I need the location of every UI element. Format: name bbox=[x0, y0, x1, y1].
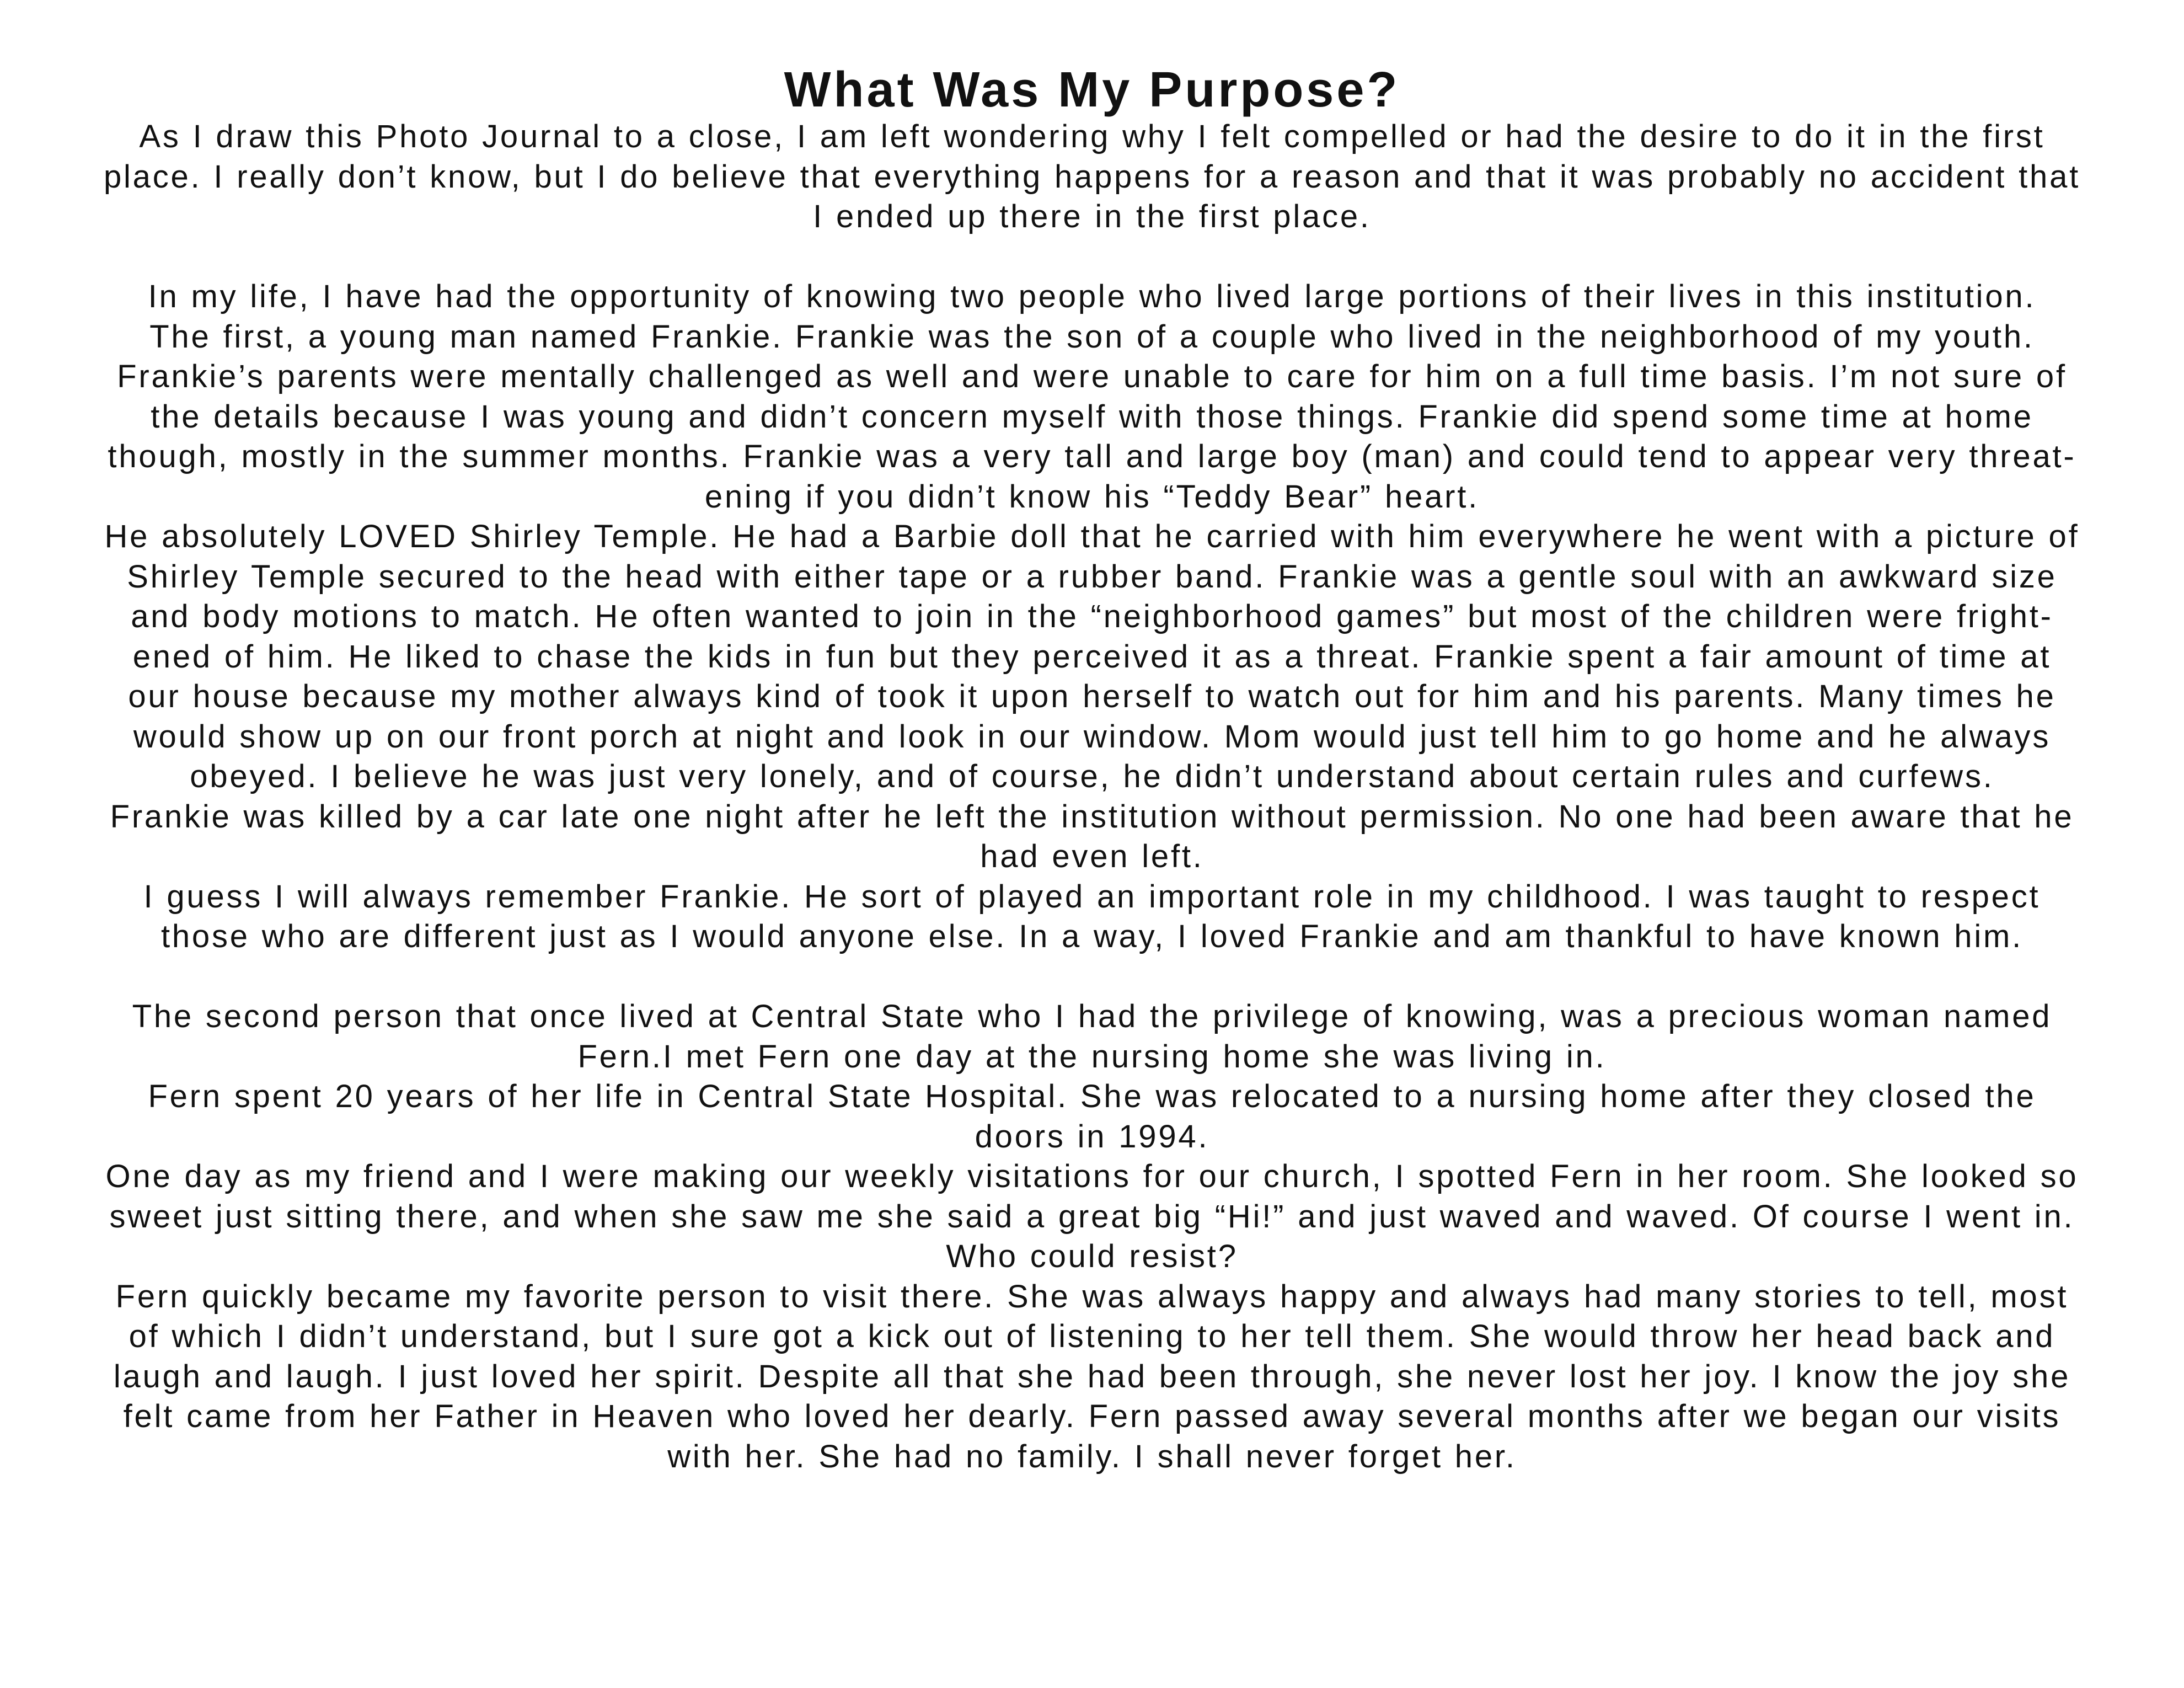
text-line: In my life, I have had the opportunity of knowing two people who lived large portions of their lives in this institution. bbox=[148, 279, 2036, 314]
body-text bbox=[0, 117, 2184, 1477]
text-line: Fern quickly became my favorite person to visit there. She was always happy and always had many stories to tell, most bbox=[115, 1278, 2069, 1315]
text-line: had even left. bbox=[980, 838, 1204, 874]
text-line: Fern.I met Fern one day at the nursing home she was living in. bbox=[577, 1038, 1607, 1075]
text-line: He absolutely LOVED Shirley Temple. He had a Barbie doll that he carried with him everywhere he went with a picture of bbox=[104, 519, 2080, 554]
text-line: Frankie was killed by a car late one night after he left the institution without permission. No one had been aware that he bbox=[110, 798, 2074, 835]
text-line: sweet just sitting there, and when she saw me she said a great big “Hi!” and just waved and waved. Of course I went in. bbox=[109, 1198, 2075, 1235]
text-line: As I draw this Photo Journal to a close, I am left wondering why I felt compelled or had the desire to do it in the first bbox=[139, 119, 2045, 154]
text-line: The second person that once lived at Central State who I had the privilege of knowing, was a precious woman named bbox=[132, 998, 2052, 1034]
page-title: What Was My Purpose? bbox=[784, 62, 1400, 117]
paragraph-gap bbox=[0, 237, 2184, 277]
text-line: Fern spent 20 years of her life in Central State Hospital. She was relocated to a nursing home after they closed the bbox=[148, 1078, 2036, 1114]
text-line: and body motions to match. He often wanted to join in the “neighborhood games” but most of the children were fright- bbox=[131, 599, 2053, 634]
text-line: laugh and laugh. I just loved her spirit. Despite all that she had been through, she never lost her joy. I know the joy she bbox=[113, 1358, 2071, 1395]
text-line: Frankie’s parents were mentally challenged as well and were unable to care for him on a full time basis. I’m not sure of bbox=[117, 359, 2067, 394]
text-line: ened of him. He liked to chase the kids in fun but they perceived it as a threat. Frankie spent a fair amount of time at bbox=[132, 638, 2052, 675]
text-line: ening if you didn’t know his “Teddy Bear” heart. bbox=[704, 478, 1480, 515]
text-line: of which I didn’t understand, but I sure got a kick out of listening to her tell them. She would throw her head back and bbox=[129, 1318, 2055, 1354]
paragraph-gap bbox=[0, 957, 2184, 997]
text-line: Who could resist? bbox=[946, 1238, 1238, 1274]
text-line: though, mostly in the summer months. Frankie was a very tall and large boy (man) and could tend to appear very threat- bbox=[108, 439, 2076, 474]
text-line: doors in 1994. bbox=[975, 1118, 1209, 1155]
text-line: would show up on our front porch at night and look in our window. Mom would just tell him to go home and he always bbox=[133, 718, 2051, 755]
text-line: felt came from her Father in Heaven who loved her dearly. Fern passed away several months after we began our visits bbox=[123, 1398, 2061, 1434]
text-line: Shirley Temple secured to the head with either tape or a rubber band. Frankie was a gentle soul with an awkward size bbox=[127, 558, 2057, 595]
text-line: I ended up there in the first place. bbox=[813, 199, 1371, 234]
text-line: our house because my mother always kind of took it upon herself to watch out for him and his parents. Many times he bbox=[128, 679, 2056, 714]
text-line: with her. She had no family. I shall never forget her. bbox=[667, 1438, 1517, 1475]
text-line: place. I really don’t know, but I do believe that everything happens for a reason and that it was probably no accident that bbox=[103, 158, 2081, 195]
text-line: The first, a young man named Frankie. Frankie was the son of a couple who lived in the neighborhood of my youth. bbox=[149, 318, 2035, 355]
text-line: the details because I was young and didn’t concern myself with those things. Frankie did spend some time at home bbox=[151, 398, 2033, 435]
text-line: One day as my friend and I were making our weekly visitations for our church, I spotted Fern in her room. She looked so bbox=[105, 1158, 2079, 1194]
text-line: those who are different just as I would anyone else. In a way, I loved Frankie and am thankful to have known him. bbox=[160, 918, 2024, 954]
text-line: I guess I will always remember Frankie. He sort of played an important role in my childhood. I was taught to respect bbox=[143, 878, 2041, 915]
text-line: obeyed. I believe he was just very lonely, and of course, he didn’t understand about certain rules and curfews. bbox=[190, 758, 1994, 794]
